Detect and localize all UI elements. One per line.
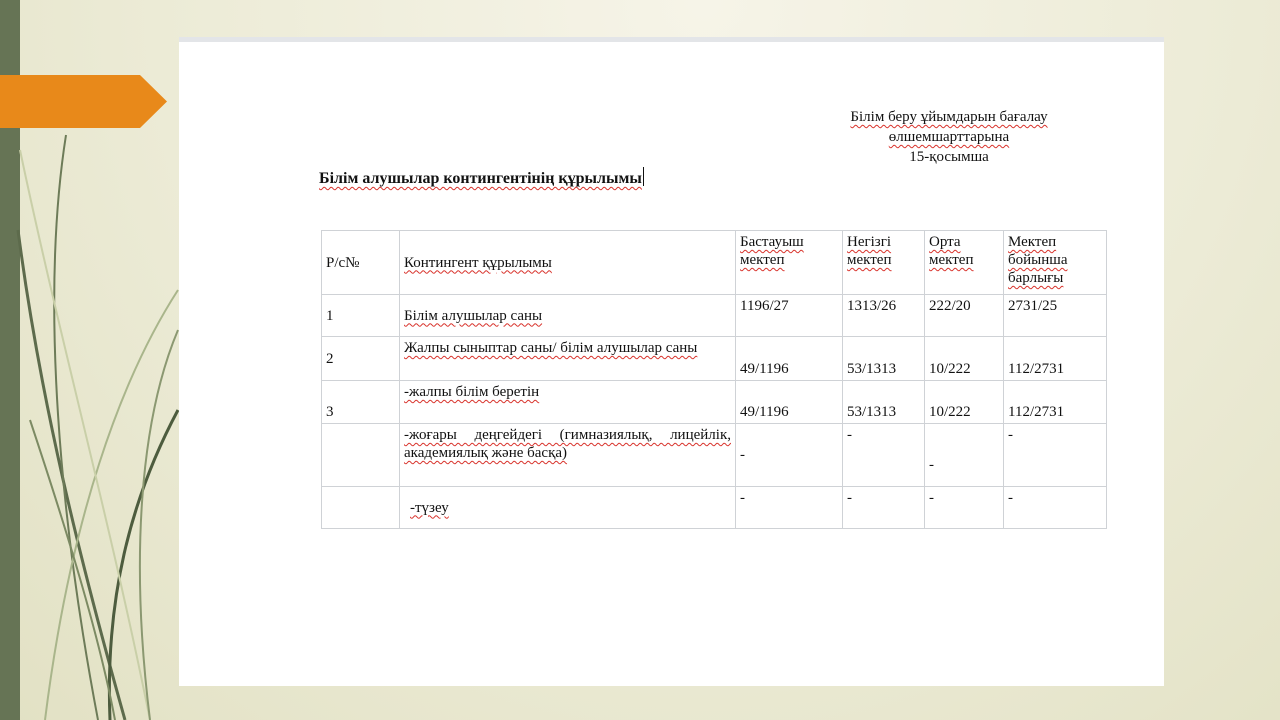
table-row: [322, 381, 1107, 424]
appendix-header: [749, 107, 1149, 167]
document-page: [179, 37, 1164, 686]
row-label: Жалпы сыныптар саны/ білім алушылар саны: [400, 337, 736, 381]
cell-secondary: 222/20: [925, 295, 1004, 337]
table-row: [322, 295, 1107, 337]
cell-primary: 49/1196: [736, 381, 843, 424]
col-header-basic: Негізгі мектеп: [843, 231, 925, 295]
cell-secondary: 10/222: [925, 381, 1004, 424]
cell-primary: 1196/27: [736, 295, 843, 337]
header-line-3: 15-қосымша: [909, 149, 989, 165]
cell-total: -: [1004, 487, 1107, 529]
cell-total: 112/2731: [1004, 337, 1107, 381]
row-number: [322, 424, 400, 487]
table-row: [322, 424, 1107, 487]
table-row: [322, 337, 1107, 381]
header-line-2: өлшемшарттарына: [888, 129, 1010, 145]
cell-secondary: -: [925, 487, 1004, 529]
col-header-total: Мектеп бойынша барлығы: [1004, 231, 1107, 295]
row-label: -жоғары деңгейдегі (гимназиялық, лицейлік, академиялық және басқа): [400, 424, 736, 487]
cell-total: -: [1004, 424, 1107, 487]
text-cursor: [643, 167, 644, 186]
row-number: [322, 487, 400, 529]
cell-total: 2731/25: [1004, 295, 1107, 337]
col-header-primary: Бастауыш мектеп: [736, 231, 843, 295]
row-label: Білім алушылар саны: [400, 295, 736, 337]
table-header-row: [322, 231, 1107, 295]
table-row: [322, 487, 1107, 529]
row-label: -жалпы білім беретін: [400, 381, 736, 424]
orange-arrow-shape: [0, 75, 167, 128]
cell-secondary: -: [925, 424, 1004, 487]
cell-basic: 53/1313: [843, 337, 925, 381]
cell-primary: 49/1196: [736, 337, 843, 381]
row-number: 3: [322, 381, 400, 424]
header-line-1: Білім беру ұйымдарын бағалау: [850, 109, 1048, 125]
row-number: 1: [322, 295, 400, 337]
cell-primary: -: [736, 424, 843, 487]
cell-basic: 1313/26: [843, 295, 925, 337]
cell-total: 112/2731: [1004, 381, 1107, 424]
row-label: -түзеу: [400, 487, 736, 529]
row-number: 2: [322, 337, 400, 381]
document-title: Білім алушылар контингентінің құрылымы: [319, 167, 644, 188]
col-header-number: Р/с№: [322, 231, 400, 295]
cell-basic: -: [843, 487, 925, 529]
cell-primary: -: [736, 487, 843, 529]
cell-basic: -: [843, 424, 925, 487]
col-header-structure: Контингент құрылымы: [400, 231, 736, 295]
cell-basic: 53/1313: [843, 381, 925, 424]
cell-secondary: 10/222: [925, 337, 1004, 381]
col-header-secondary: Орта мектеп: [925, 231, 1004, 295]
contingent-table: [321, 230, 1107, 529]
